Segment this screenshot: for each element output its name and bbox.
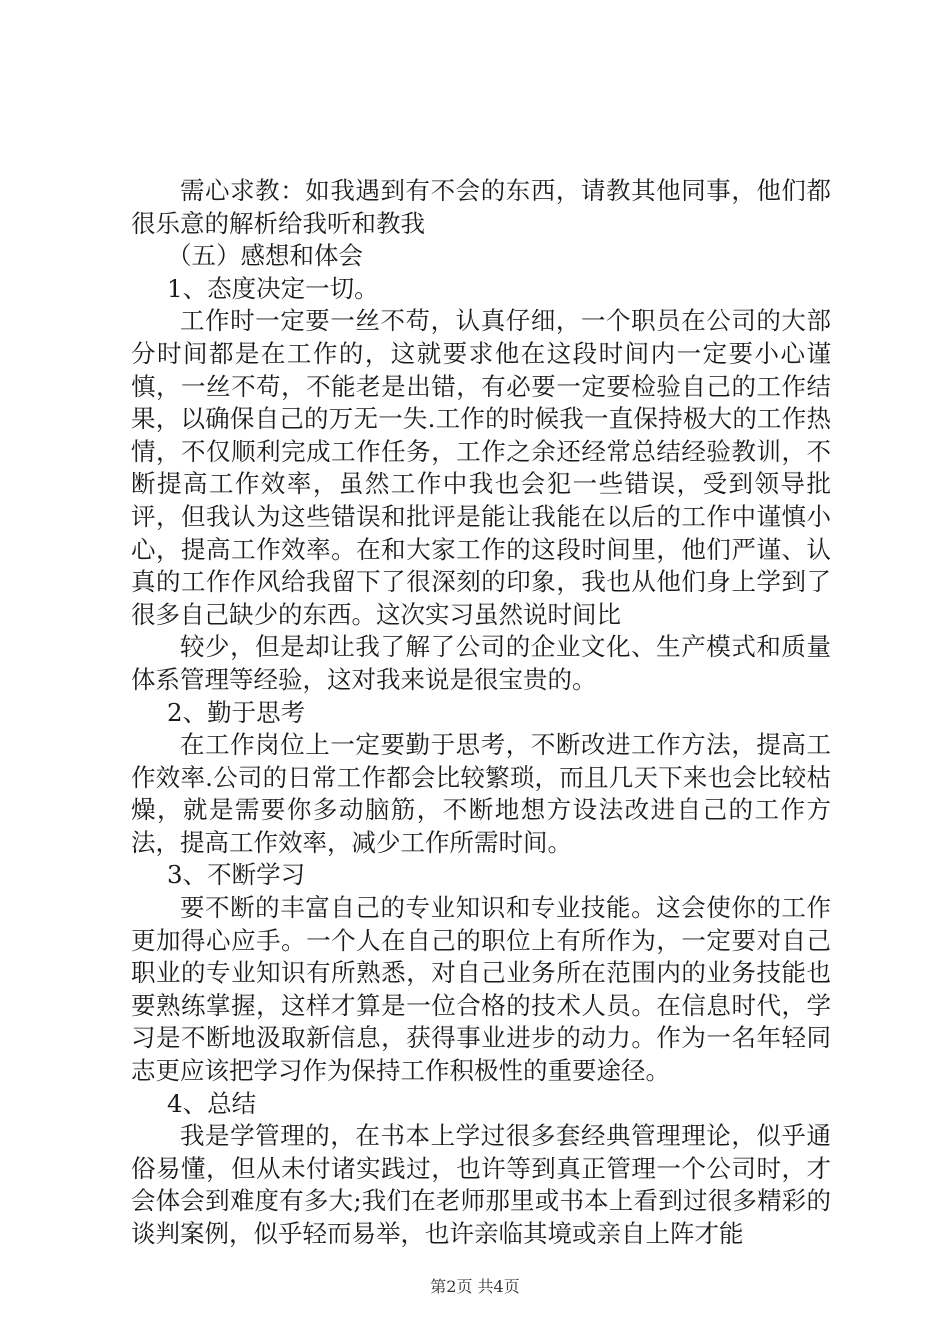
paragraph-attitude-continued: 较少，但是却让我了解了公司的企业文化、生产模式和质量体系管理等经验，这对我来说是很宝贵的。 bbox=[131, 632, 831, 694]
page-number-footer: 第2页 共4页 bbox=[430, 1277, 520, 1296]
paragraph-thinking: 在工作岗位上一定要勤于思考，不断改进工作方法，提高工作效率.公司的日常工作都会比较繁琐，而且几天下来也会比较枯燥，就是需要你多动脑筋，不断地想方设法改进自己的工作方法，提高工作效率，减少工作所需时间。 bbox=[131, 730, 831, 857]
subheading-attitude: 1、态度决定一切。 bbox=[167, 273, 379, 303]
paragraph-learning: 要不断的丰富自己的专业知识和专业技能。这会使你的工作更加得心应手。一个人在自己的职位上有所作为，一定要对自己职业的专业知识有所熟悉，对自己业务所在范围内的业务技能也要熟练掌握，这样才算是一位合格的技术人员。在信息时代，学习是不断地汲取新信息，获得事业进步的动力。作为一名年轻同志更应该把学习作为保持工作积极性的重要途径。 bbox=[131, 893, 831, 1086]
subheading-summary: 4、总结 bbox=[167, 1088, 257, 1118]
paragraph-attitude: 工作时一定要一丝不苟，认真仔细，一个职员在公司的大部分时间都是在工作的，这就要求他在这段时间内一定要小心谨慎，一丝不苟，不能老是出错，有必要一定要检验自己的工作结果，以确保自己的万无一失.工作的时候我一直保持极大的工作热情，不仅顺利完成工作任务，工作之余还经常总结经验教训，不断提高工作效率，虽然工作中我也会犯一些错误，受到领导批评，但我认为这些错误和批评是能让我能在以后的工作中谨慎小心，提高工作效率。在和大家工作的这段时间里，他们严谨、认真的工作作风给我留下了很深刻的印象，我也从他们身上学到了很多自己缺少的东西。这次实习虽然说时间比 bbox=[131, 306, 831, 629]
subheading-thinking: 2、勤于思考 bbox=[167, 697, 306, 727]
paragraph-humble-learning: 需心求教：如我遇到有不会的东西，请教其他同事，他们都很乐意的解析给我听和教我 bbox=[131, 176, 831, 238]
paragraph-summary: 我是学管理的，在书本上学过很多套经典管理理论，似乎通俗易懂，但从未付诸实践过，也许等到真正管理一个公司时，才会体会到难度有多大;我们在老师那里或书本上看到过很多精彩的谈判案例，似乎轻而易举，也许亲临其境或亲自上阵才能 bbox=[131, 1121, 831, 1248]
document-body bbox=[131, 175, 831, 1251]
section-heading-reflections: （五）感想和体会 bbox=[167, 241, 363, 271]
subheading-learning: 3、不断学习 bbox=[167, 860, 306, 890]
